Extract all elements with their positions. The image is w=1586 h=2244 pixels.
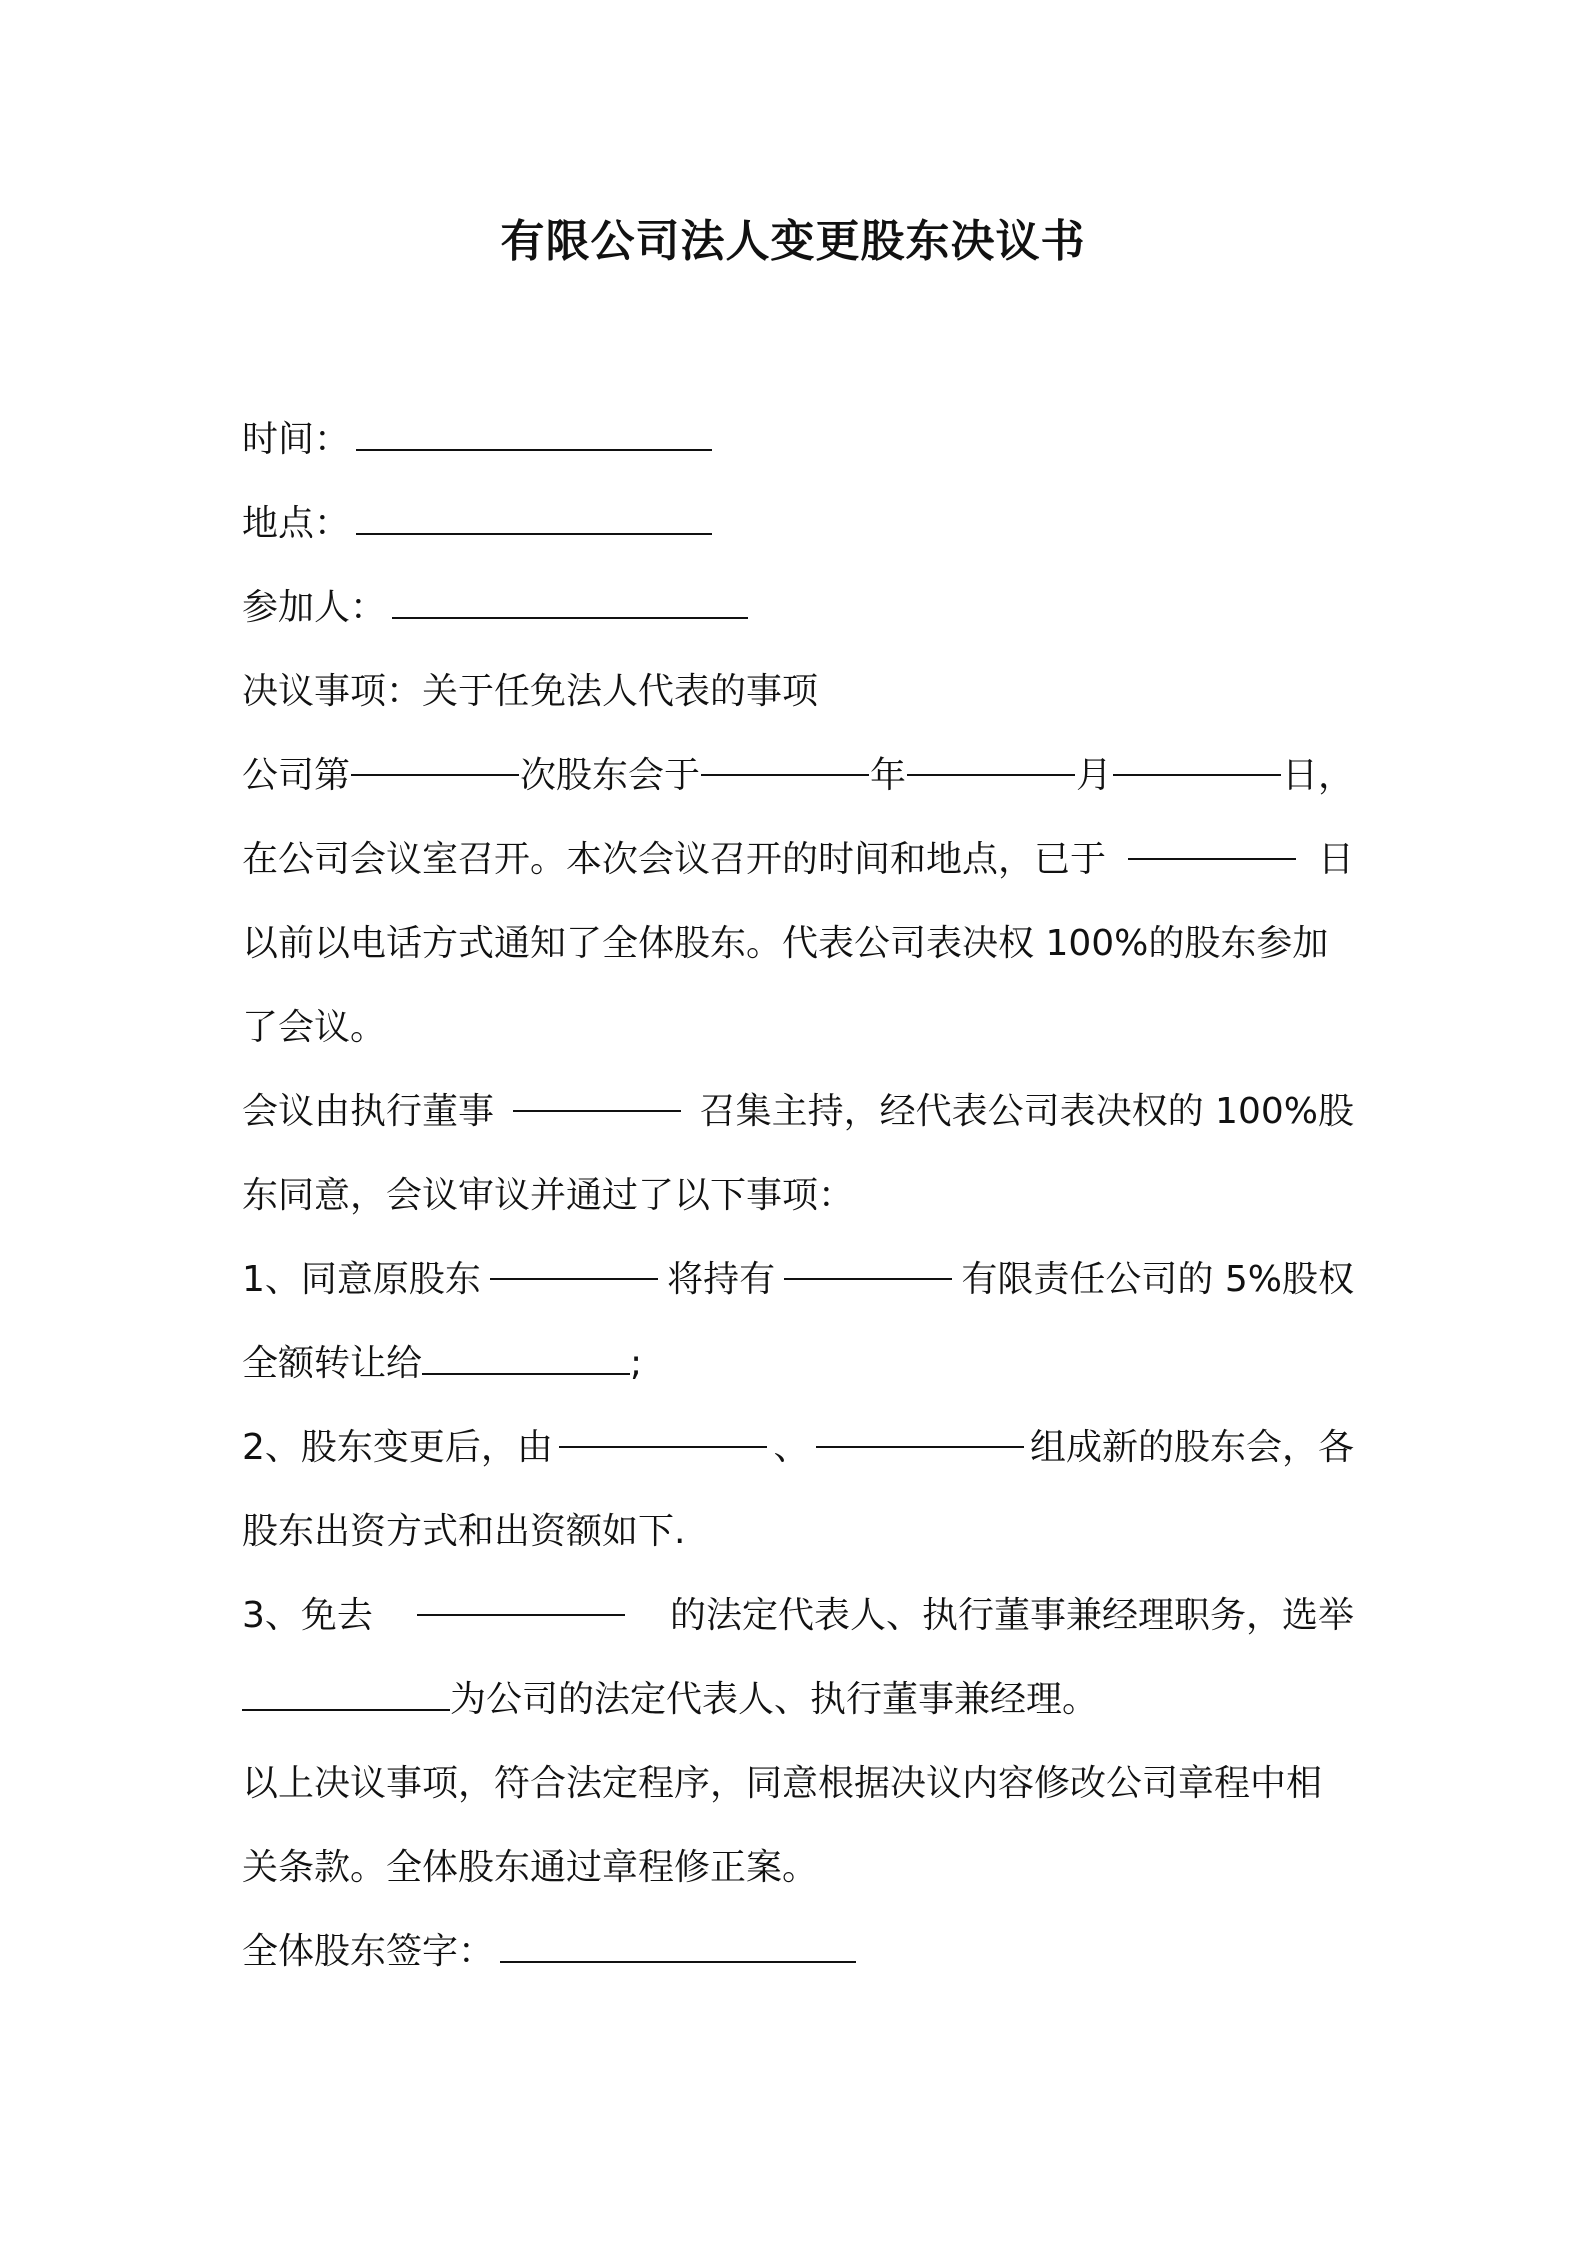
item2-line1	[242, 1406, 1354, 1490]
document-title: 有限公司法人变更股东决议书	[500, 216, 1086, 267]
para1-text: 次股东会于	[519, 755, 700, 796]
item1-text: 全额转让给	[242, 1343, 423, 1384]
meeting-number-blank[interactable]	[351, 734, 519, 776]
transferee-blank[interactable]	[422, 1333, 630, 1375]
elected-person-blank[interactable]	[242, 1669, 450, 1711]
para1-line4: 了会议。	[242, 1007, 387, 1048]
time-field	[242, 398, 1354, 482]
para2-line2: 东同意，会议审议并通过了以下事项：	[242, 1175, 855, 1216]
closing-line1: 以上决议事项，符合法定程序，同意根据决议内容修改公司章程中相	[242, 1763, 1323, 1804]
document-body	[242, 398, 1354, 1994]
company-name-blank[interactable]	[784, 1238, 952, 1280]
new-shareholder-blank-2[interactable]	[816, 1406, 1024, 1448]
resolution-subject: 决议事项：关于任免法人代表的事项	[242, 671, 819, 712]
item3-line2	[242, 1658, 1354, 1742]
para2-text: 召集主持，经代表公司表决权的 100%股	[699, 1091, 1354, 1132]
para1-text: 月	[1075, 755, 1112, 796]
time-blank[interactable]	[356, 409, 712, 451]
day-blank[interactable]	[1113, 734, 1281, 776]
item1-line1	[242, 1238, 1354, 1322]
director-blank[interactable]	[513, 1070, 681, 1112]
item3-text: 为公司的法定代表人、执行董事兼经理。	[450, 1679, 1099, 1720]
para1-text: 日，	[1281, 755, 1354, 796]
item1-line2	[242, 1322, 1354, 1406]
item2-text: 2、股东变更后，由	[242, 1427, 553, 1468]
para1-text: 在公司会议室召开。本次会议召开的时间和地点，已于	[242, 839, 1107, 880]
item3-text: 的法定代表人、执行董事兼经理职务，选举	[669, 1595, 1354, 1636]
place-blank[interactable]	[356, 493, 712, 535]
signature-blank[interactable]	[500, 1921, 856, 1963]
item2-line2: 股东出资方式和出资额如下.	[242, 1511, 686, 1552]
para1-text: 日	[1317, 839, 1354, 880]
attendees-field	[242, 566, 1354, 650]
para1-text: 年	[869, 755, 906, 796]
item2-text: 、	[773, 1427, 810, 1468]
item3-text: 3、免去	[242, 1595, 373, 1636]
para2-line1	[242, 1070, 1354, 1154]
para1-text: 公司第	[242, 755, 351, 796]
para2-text: 会议由执行董事	[242, 1091, 495, 1132]
signature-field	[242, 1910, 1354, 1994]
original-shareholder-blank[interactable]	[490, 1238, 658, 1280]
item1-text: 1、同意原股东	[242, 1259, 481, 1300]
item1-text: ;	[630, 1343, 643, 1384]
month-blank[interactable]	[907, 734, 1075, 776]
item3-line1	[242, 1574, 1354, 1658]
attendees-label: 参加人：	[242, 587, 387, 628]
attendees-blank[interactable]	[392, 577, 748, 619]
notice-day-blank[interactable]	[1128, 818, 1296, 860]
item2-text: 组成新的股东会，各	[1029, 1427, 1354, 1468]
para1-line2	[242, 818, 1354, 902]
signature-label: 全体股东签字：	[242, 1931, 495, 1972]
closing-line2: 关条款。全体股东通过章程修正案。	[242, 1847, 819, 1888]
item1-text: 将持有	[667, 1259, 776, 1300]
new-shareholder-blank-1[interactable]	[559, 1406, 767, 1448]
place-label: 地点：	[242, 503, 351, 544]
item1-text: 有限责任公司的 5%股权	[961, 1259, 1354, 1300]
year-blank[interactable]	[701, 734, 869, 776]
para1-line3: 以前以电话方式通知了全体股东。代表公司表决权 100%的股东参加	[242, 923, 1329, 964]
time-label: 时间：	[242, 419, 351, 460]
place-field	[242, 482, 1354, 566]
para1-line1	[242, 734, 1354, 818]
removed-person-blank[interactable]	[417, 1574, 625, 1616]
